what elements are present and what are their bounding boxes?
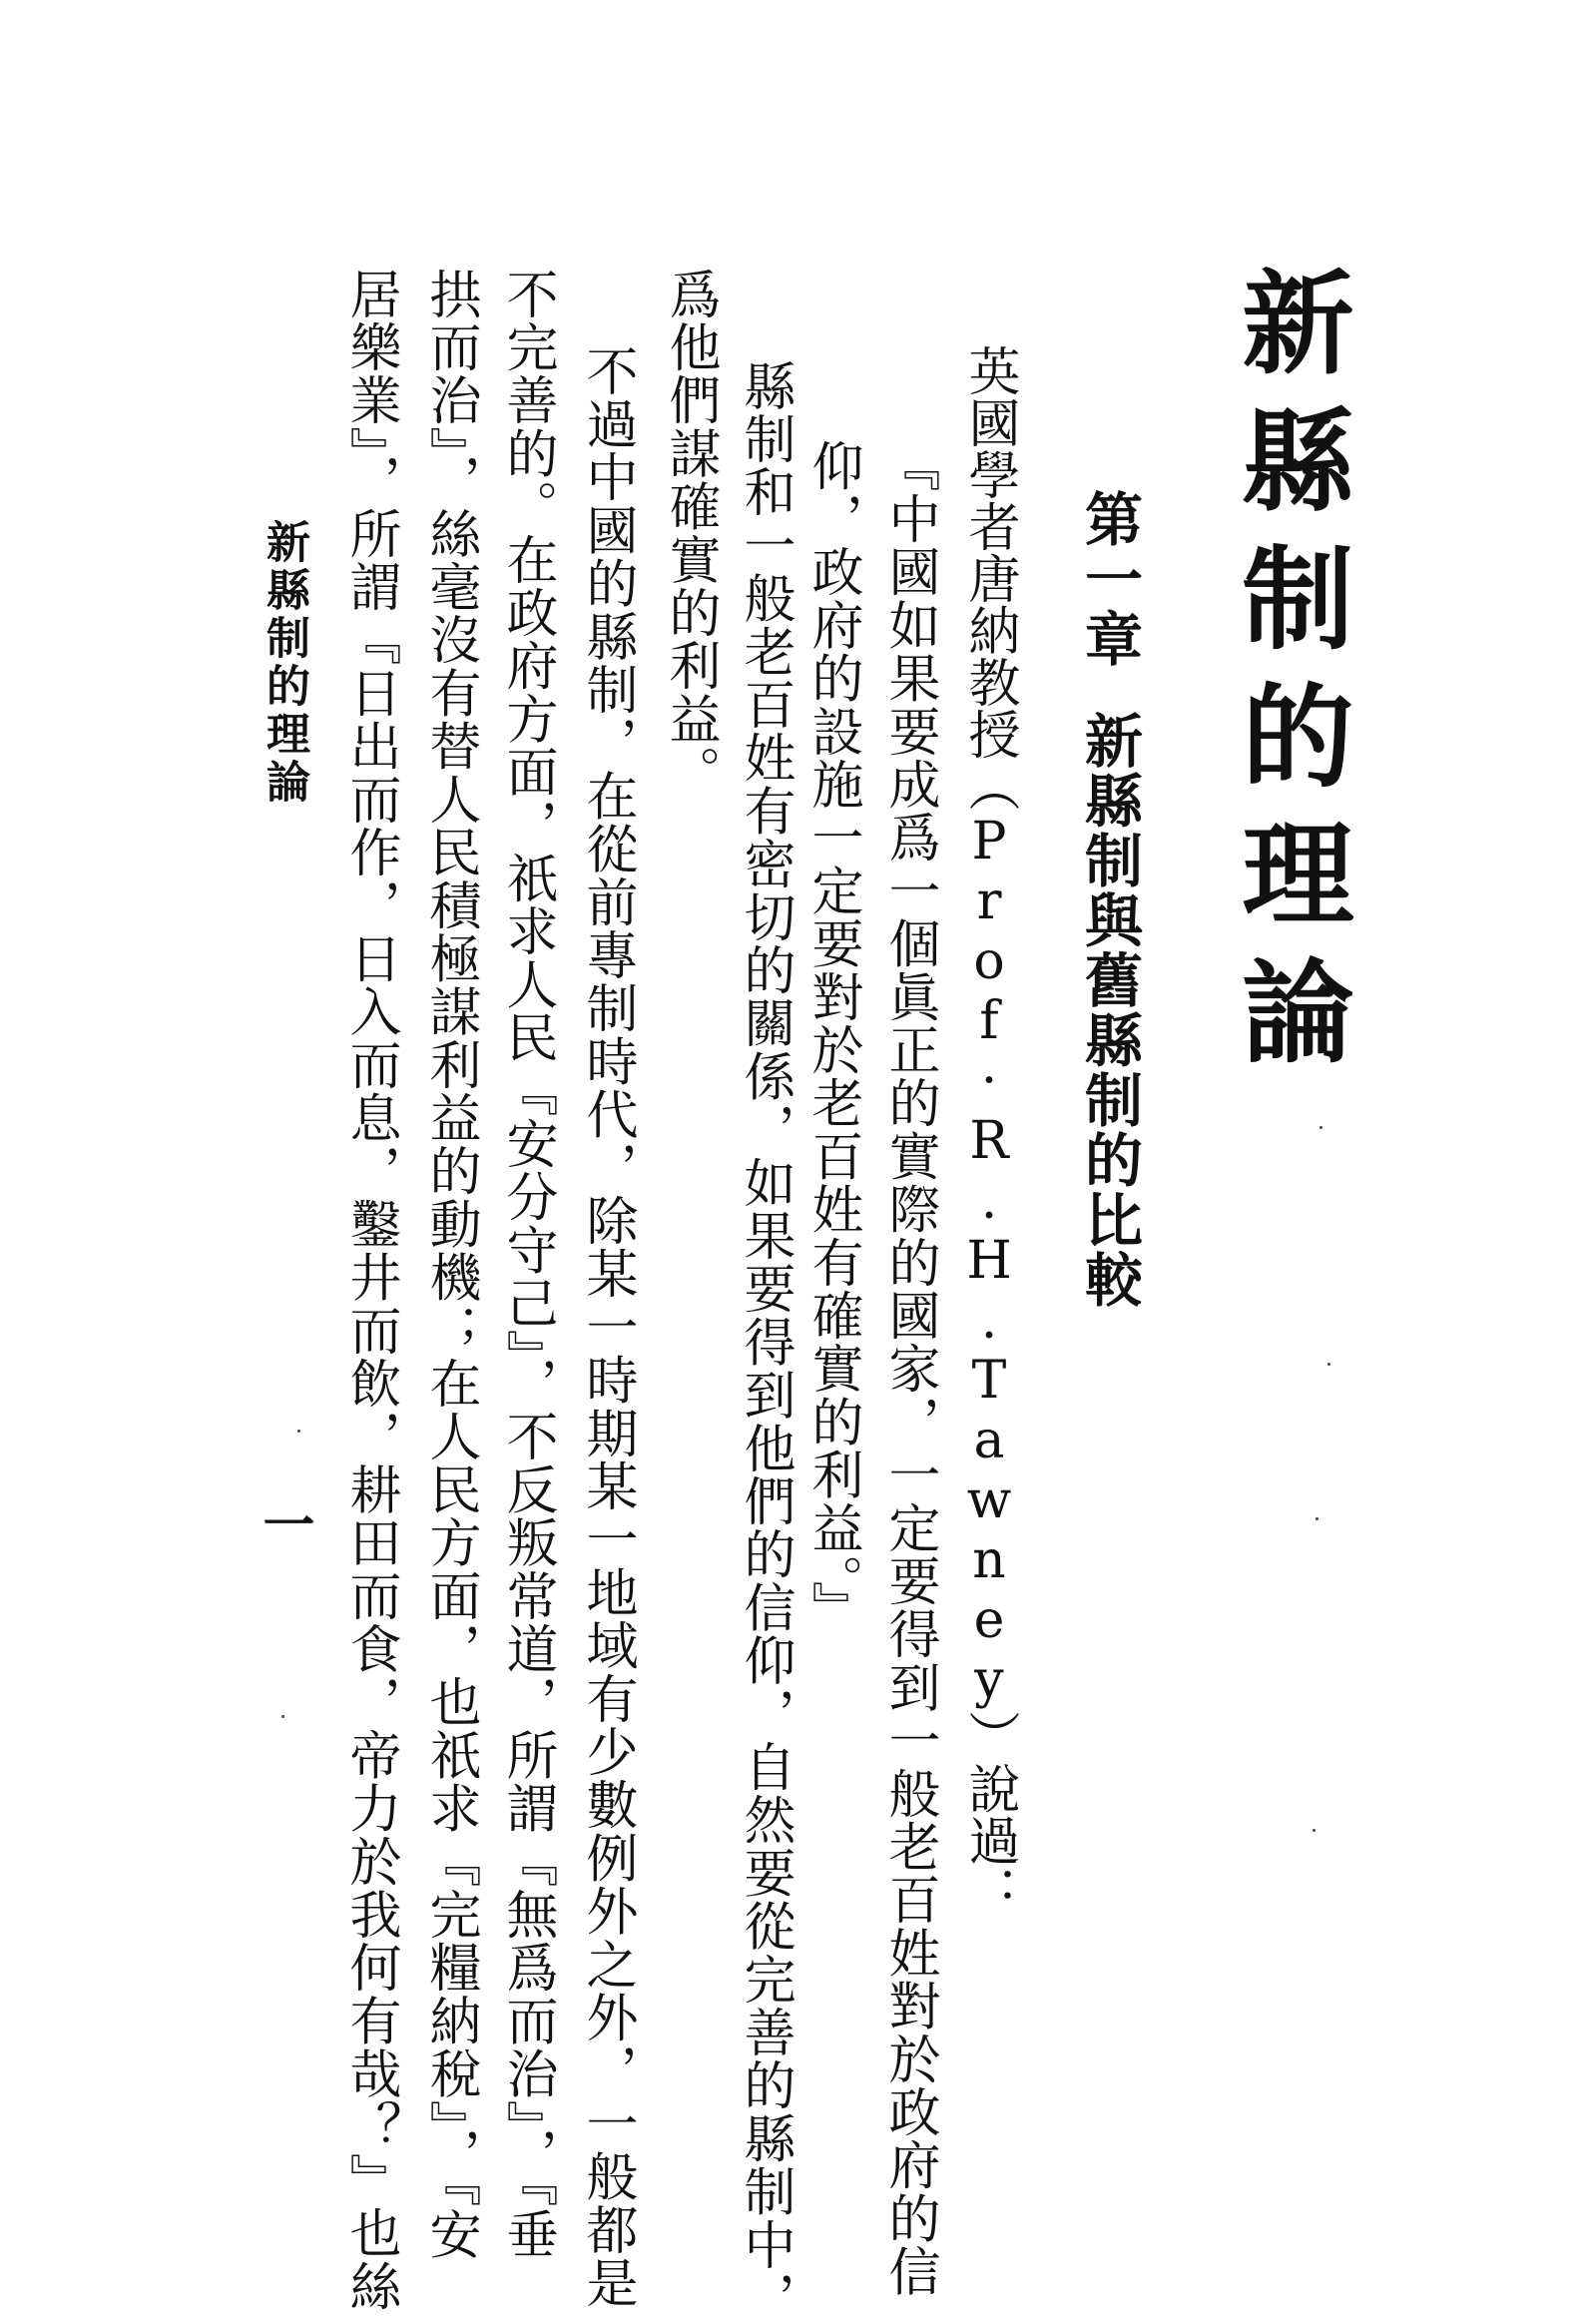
scan-speck — [1316, 1517, 1318, 1520]
text-column: 縣制和一般老百姓有密切的關係，如果要得到他們的信仰，自然要從完善的縣制中， — [735, 359, 794, 2324]
chapter-title: 新縣制與舊縣制的比較 — [1075, 711, 1143, 1310]
text-column: 不完善的。在政府方面，祇求人民『安分守己』，不反叛常道，所謂『無爲而治』，『垂 — [497, 268, 557, 2261]
book-title: 新縣制的理論 — [1224, 265, 1354, 1091]
text-column: 拱而治』，絲毫沒有替人民積極謀利益的動機；在人民方面，也祇求『完糧納稅』，『安 — [420, 268, 480, 2261]
text-column: 不過中國的縣制，在從前專制時代，除某一時期某一地域有少數例外之外，一般都是 — [577, 344, 637, 2310]
scan-speck — [1327, 1363, 1330, 1366]
scan-speck — [297, 1430, 300, 1433]
running-title: 新縣制的理論 — [259, 519, 309, 807]
text-column: 仰，政府的設施一定要對於老百姓有確實的利益。』 — [802, 439, 862, 1635]
page-number: 一 — [254, 1497, 314, 1549]
text-column: 居樂業』，所謂『日出而作，日入而息，鑿井而飲，耕田而食，帝力於我何有哉？』也絲 — [340, 268, 400, 2313]
chapter-heading — [1075, 489, 1143, 1310]
text-column: 『中國如果要成爲一個眞正的實際的國家，一定要得到一般老百姓對於政府的信 — [879, 439, 939, 2298]
text-column: 爲他們謀確實的利益。 — [660, 268, 720, 799]
scan-speck — [1319, 1126, 1322, 1129]
scan-speck — [281, 1715, 284, 1718]
text-column: 英國學者唐納教授（Prof·R.H.Tawney）說過： — [959, 344, 1019, 1918]
chapter-label: 第一章 — [1075, 489, 1143, 669]
scan-speck — [1313, 1829, 1316, 1832]
